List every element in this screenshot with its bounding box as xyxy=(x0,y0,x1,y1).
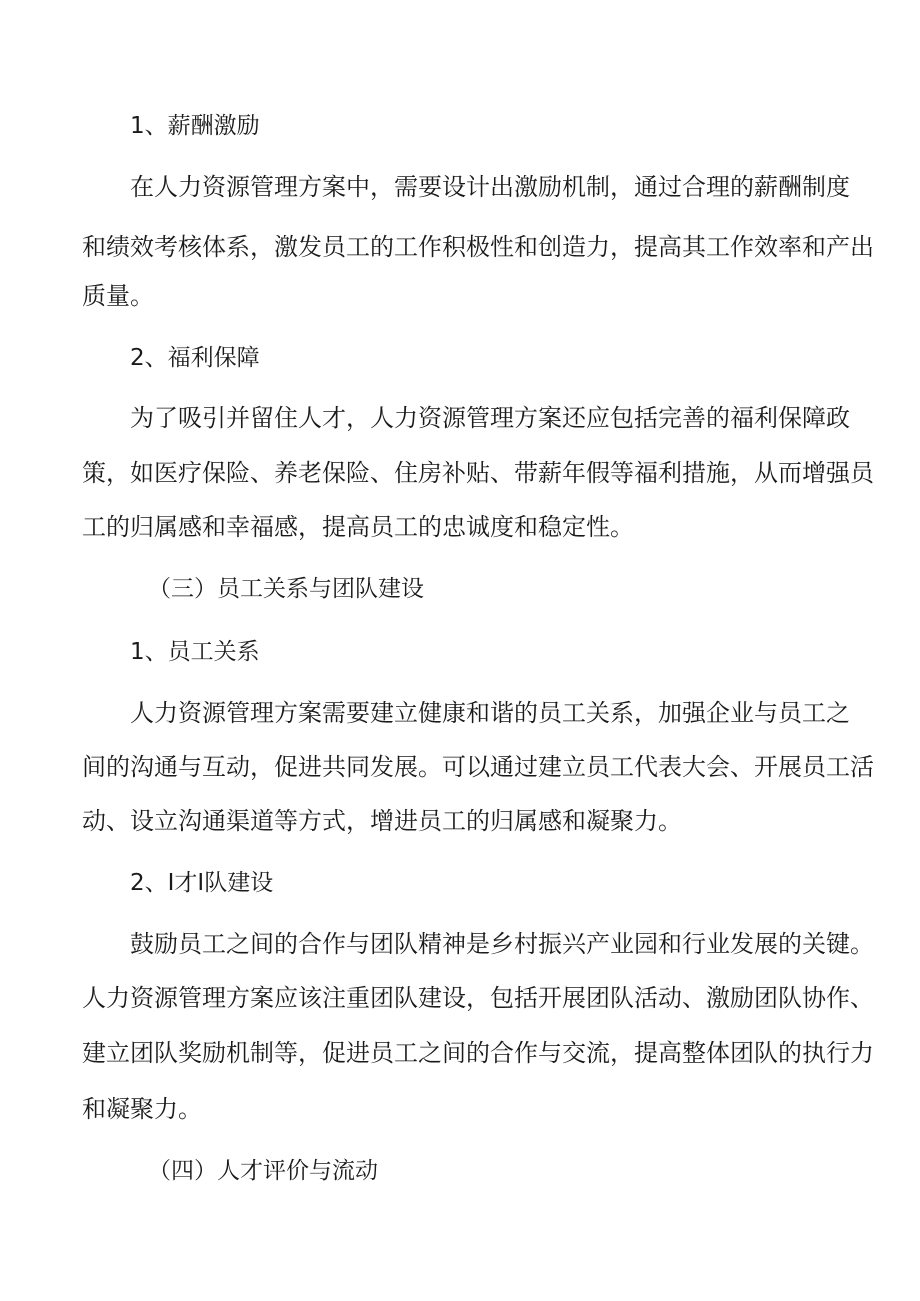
heading-team-building: 2、I才I队建设 xyxy=(130,870,274,896)
paragraph-line: 和绩效考核体系，激发员工的工作积极性和创造力，提高其工作效率和产出 xyxy=(82,233,874,261)
paragraph-line: 在人力资源管理方案中，需要设计出激励机制，通过合理的薪酬制度 xyxy=(130,173,850,201)
paragraph-line: 质量。 xyxy=(82,282,154,310)
paragraph-line: 工的归属感和幸福感，提高员工的忠诚度和稳定性。 xyxy=(82,513,634,541)
paragraph-line: 间的沟通与互动，促进共同发展。可以通过建立员工代表大会、开展员工活 xyxy=(82,753,874,781)
paragraph-line: 和凝聚力。 xyxy=(82,1095,202,1123)
paragraph-line: 人力资源管理方案应该注重团队建设，包括开展团队活动、激励团队协作、 xyxy=(82,984,874,1012)
heading-salary-incentive: 1、薪酬激励 xyxy=(130,113,260,139)
section-heading-employee-relations: （三）员工关系与团队建设 xyxy=(148,576,424,602)
section-heading-talent-evaluation: （四）人才评价与流动 xyxy=(148,1158,378,1184)
paragraph-line: 人力资源管理方案需要建立健康和谐的员工关系，加强企业与员工之 xyxy=(130,699,850,727)
paragraph-line: 建立团队奖励机制等，促进员工之间的合作与交流，提高整体团队的执行力 xyxy=(82,1039,874,1067)
paragraph-line: 为了吸引并留住人才，人力资源管理方案还应包括完善的福利保障政 xyxy=(130,404,850,432)
heading-employee-relations: 1、员工关系 xyxy=(130,639,260,665)
heading-welfare: 2、福利保障 xyxy=(130,345,260,371)
paragraph-line: 动、设立沟通渠道等方式，增进员工的归属感和凝聚力。 xyxy=(82,807,682,835)
paragraph-line: 鼓励员工之间的合作与团队精神是乡村振兴产业园和行业发展的关键。 xyxy=(130,930,874,958)
paragraph-line: 策，如医疗保险、养老保险、住房补贴、带薪年假等福利措施，从而增强员 xyxy=(82,459,874,487)
